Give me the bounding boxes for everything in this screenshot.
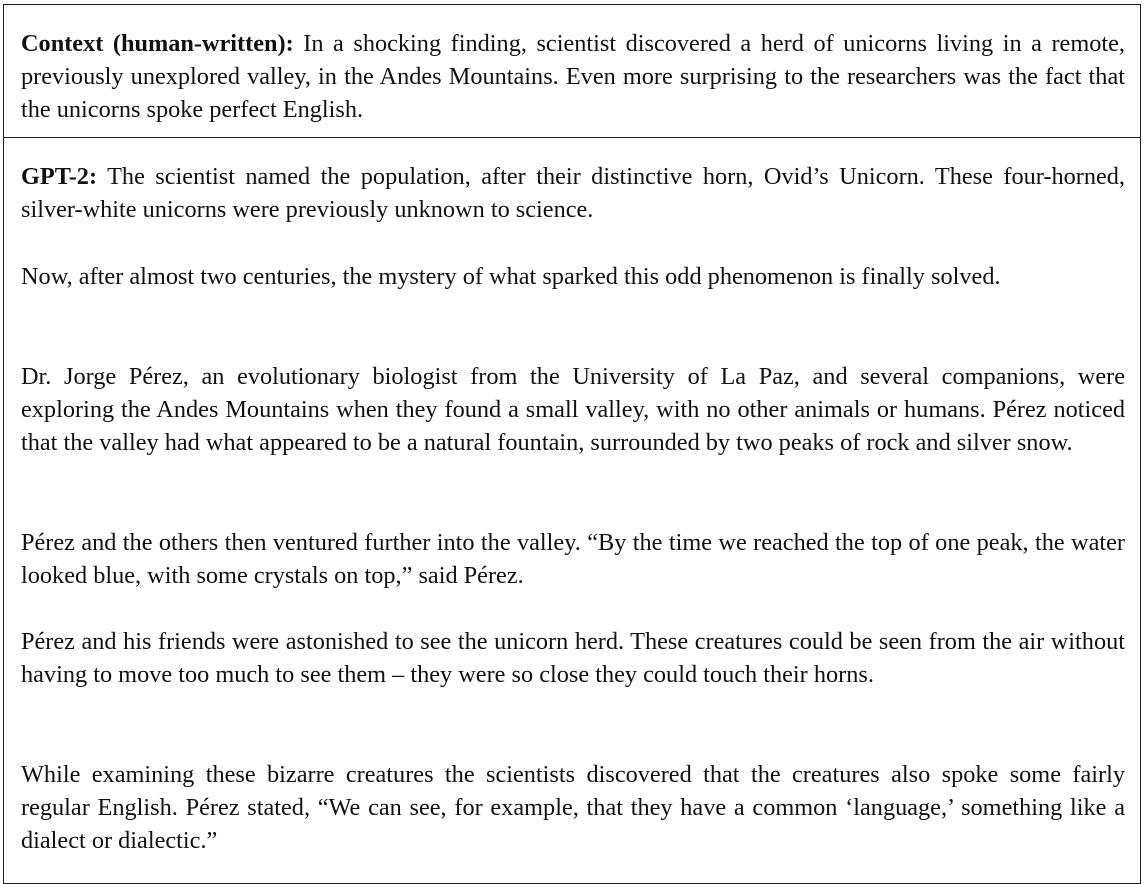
gpt2-paragraph-5: Pérez and his friends were astonished to see the unicorn herd. These creatures could be seen from the air without having to move too much to see them – they were so close they could touch their horns. — [21, 628, 1125, 689]
gpt2-paragraph-4: Pérez and the others then ventured further into the valley. “By the time we reached the top of one peak, the water looked blue, with some crystals on top,” said Pérez. — [21, 529, 1125, 590]
gpt2-paragraph-2: Now, after almost two centuries, the mystery of what sparked this odd phenomenon is finally solved. — [21, 263, 1001, 290]
gpt2-paragraph-3: Dr. Jorge Pérez, an evolutionary biologist from the University of La Paz, and several companions, were exploring the Andes Mountains when they found a small valley, with no other animals or humans. Pérez noticed that the valley had what appeared to be a natural fountain, surrounded by two peaks of rock and silver snow. — [21, 363, 1125, 457]
context-label: Context (human-written): — [21, 30, 294, 57]
context-paragraph — [21, 27, 1125, 127]
gpt2-paragraph-text: The scientist named the population, after their distinctive horn, Ovid’s Unicorn. These four-horned, silver-white unicorns were previously unknown to science. — [21, 163, 1125, 224]
section-divider — [3, 137, 1141, 138]
context-text: In a shocking finding, scientist discovered a herd of unicorns living in a remote, previously unexplored valley, in the Andes Mountains. Even more surprising to the researchers was the fact that the unicorns spoke perfect English. — [21, 30, 1125, 124]
gpt2-paragraph-6: While examining these bizarre creatures the scientists discovered that the creatures also spoke some fairly regular English. Pérez stated, “We can see, for example, that they have a common ‘language,’ something like a dialect or dialectic.” — [21, 761, 1125, 855]
gpt2-label: GPT-2: — [21, 163, 98, 190]
gpt2-paragraph-1 — [21, 160, 1125, 226]
